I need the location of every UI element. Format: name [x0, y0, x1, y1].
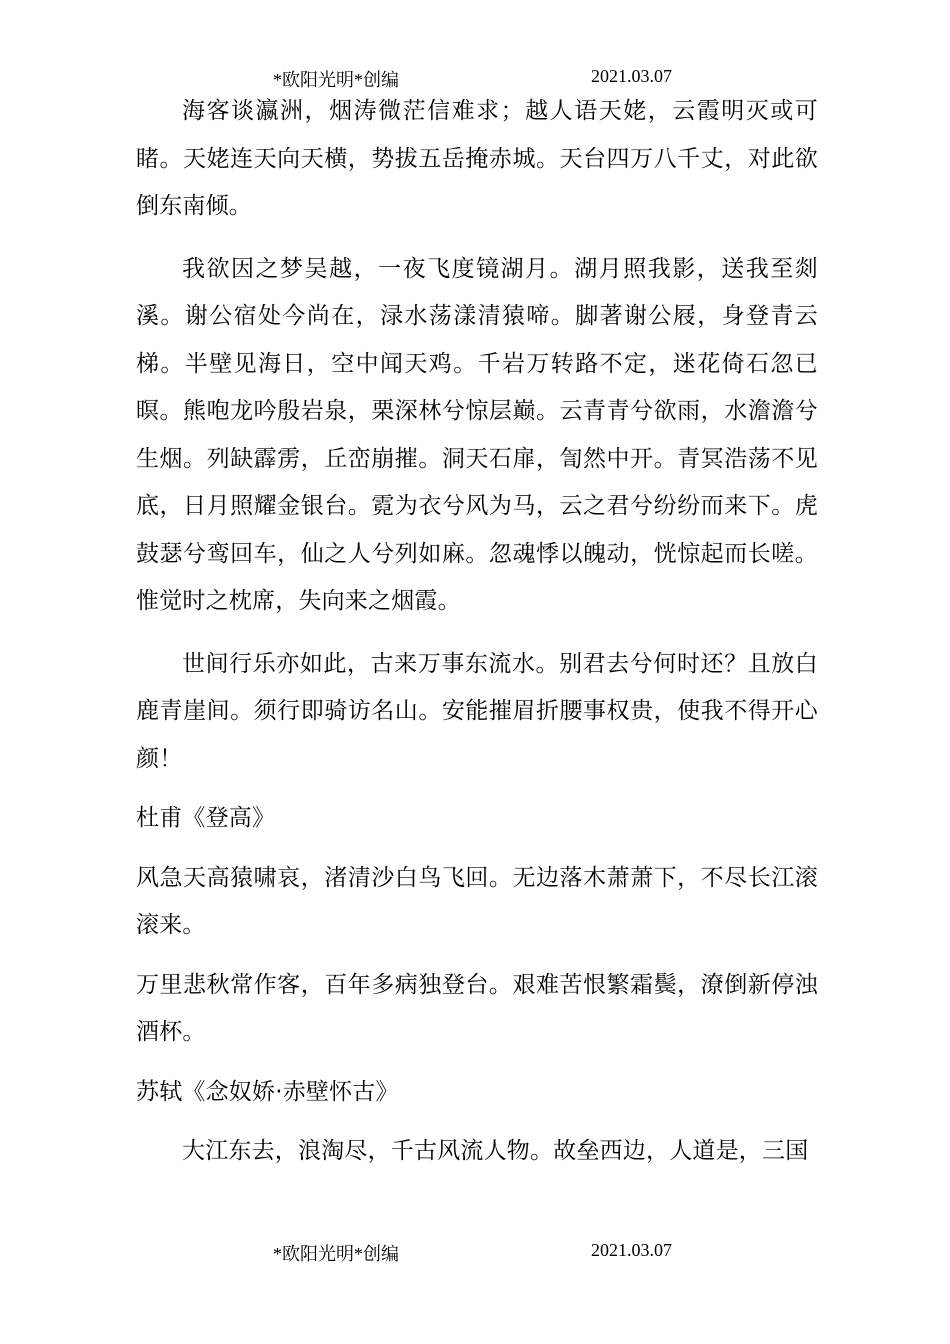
poem-title-chibi: 苏轼《念奴娇·赤壁怀古》: [136, 1078, 399, 1105]
poem-paragraph-1: 海客谈瀛洲，烟涛微茫信难求；越人语天姥，云霞明灭或可睹。天姥连天向天横，势拔五岳掩赤城。天台四万八千丈，对此欲倒东南倾。: [136, 98, 818, 219]
page-header: [0, 66, 950, 90]
poem-title-denggao: 杜甫《登高》: [136, 805, 276, 831]
footer-date: 2021.03.07: [591, 1240, 672, 1260]
header-date: 2021.03.07: [591, 66, 672, 86]
poem-paragraph-3: 世间行乐亦如此，古来万事东流水。别君去兮何时还？且放白鹿青崖间。须行即骑访名山。安能摧眉折腰事权贵，使我不得开心颜！: [136, 650, 818, 772]
footer-author: *欧阳光明*创编: [273, 1244, 399, 1264]
page-footer: [0, 1240, 950, 1264]
denggao-stanza-1: 风急天高猿啸哀，渚清沙白鸟飞回。无边落木萧萧下，不尽长江滚滚来。: [136, 864, 818, 938]
poem-paragraph-2: 我欲因之梦吴越，一夜飞度镜湖月。湖月照我影，送我至剡溪。谢公宿处今尚在，渌水荡漾清猿啼。脚著谢公屐，身登青云梯。半壁见海日，空中闻天鸡。千岩万转路不定，迷花倚石忽已暝。熊咆龙吟殷岩泉，栗深林兮惊层巅。云青青兮欲雨，水澹澹兮生烟。列缺霹雳，丘峦崩摧。洞天石扉，訇然中开。青冥浩荡不见底，日月照耀金银台。霓为衣兮风为马，云之君兮纷纷而来下。虎鼓瑟兮鸾回车，仙之人兮列如麻。忽魂悸以魄动，恍惊起而长嗟。惟觉时之枕席，失向来之烟霞。: [136, 255, 818, 614]
chibi-stanza-1: 大江东去，浪淘尽，千古风流人物。故垒西边，人道是，三国: [182, 1138, 809, 1164]
document-body: [136, 88, 818, 1176]
header-author: *欧阳光明*创编: [273, 70, 399, 90]
denggao-stanza-2: 万里悲秋常作客，百年多病独登台。艰难苦恨繁霜鬓，潦倒新停浊酒杯。: [136, 971, 818, 1045]
